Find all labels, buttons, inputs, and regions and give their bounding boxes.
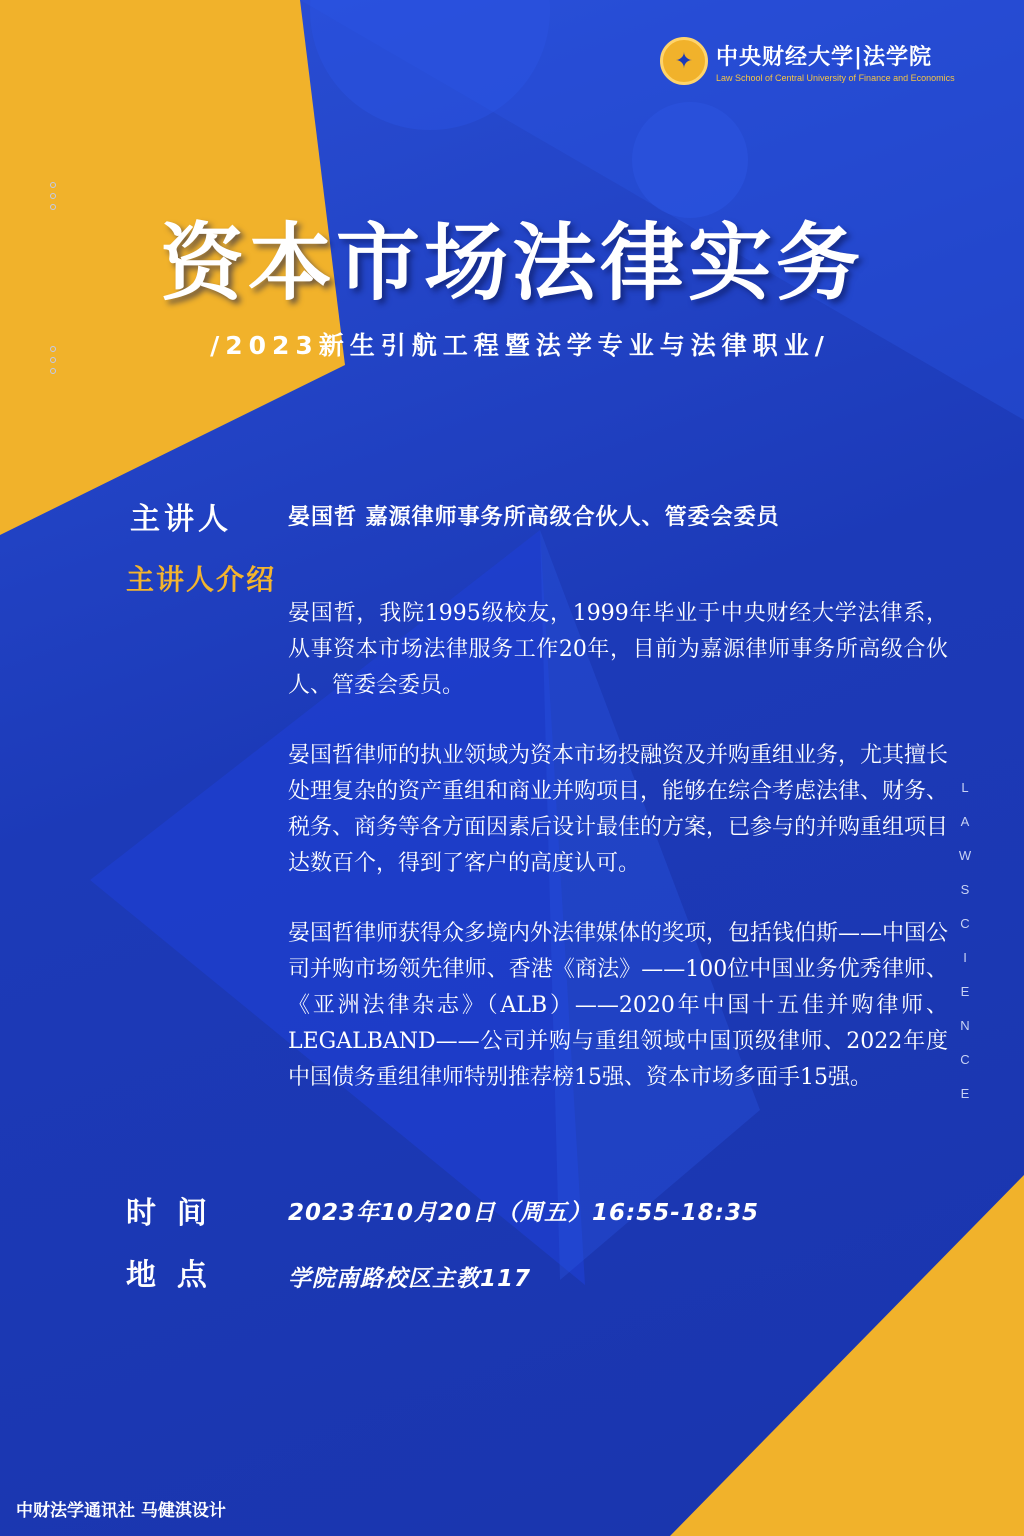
time-label: 时 间 xyxy=(126,1196,207,1231)
vertical-letter: A xyxy=(960,814,970,829)
vertical-letter: E xyxy=(960,1086,970,1101)
vertical-letter: L xyxy=(961,780,969,795)
logo-name-en: Law School of Central University of Finance and Economics xyxy=(716,72,955,83)
vertical-letter: C xyxy=(960,1052,970,1067)
speaker-value: 晏国哲 嘉源律师事务所高级合伙人、管委会委员 xyxy=(288,505,780,530)
vertical-letter: S xyxy=(960,882,970,897)
university-logo xyxy=(660,36,980,86)
logo-name-cn: 中央财经大学|法学院 xyxy=(716,43,933,70)
place-label: 地 点 xyxy=(126,1258,207,1293)
bio-paragraph: 晏国哲律师获得众多境内外法律媒体的奖项，包括钱伯斯——中国公司并购市场领先律师、香港《商法》——100位中国业务优秀律师、《亚洲法律杂志》（ALB）——2020年中国十五佳并购律师、LEGALBAND——公司并购与重组领域中国顶级律师、2022年度中国债务重组律师特别推荐榜15强、资本市场多面手15强。 xyxy=(288,921,949,1090)
vertical-letter: C xyxy=(960,916,970,931)
place-value: 学院南路校区主教117 xyxy=(288,1266,532,1292)
speaker-bio xyxy=(288,596,948,1130)
bio-paragraph: 晏国哲，我院1995级校友，1999年毕业于中央财经大学法律系，从事资本市场法律服务工作20年，目前为嘉源律师事务所高级合伙人、管委会委员。 xyxy=(288,601,948,698)
yellow-triangle-bottom-right xyxy=(670,1175,1024,1536)
speaker-label: 主讲人 xyxy=(130,502,232,537)
intro-label: 主讲人介绍 xyxy=(126,563,277,596)
vertical-letter: I xyxy=(963,950,967,965)
poster-subtitle: /2023新生引航工程暨法学专业与法律职业/ xyxy=(210,331,830,360)
poster-title: 资本市场法律实务 xyxy=(159,214,864,312)
vertical-letter: N xyxy=(960,1018,970,1033)
vertical-letter: E xyxy=(960,984,970,999)
vertical-letter: W xyxy=(958,848,972,863)
university-seal-icon: ✦ xyxy=(660,37,708,85)
time-value: 2023年10月20日（周五）16:55-18:35 xyxy=(288,1200,759,1226)
vertical-law-science-text xyxy=(958,780,972,1101)
designer-credit: 中财法学通讯社 马健淇设计 xyxy=(16,1501,226,1521)
bio-paragraph: 晏国哲律师的执业领域为资本市场投融资及并购重组业务，尤其擅长处理复杂的资产重组和商业并购项目，能够在综合考虑法律、财务、税务、商务等各方面因素后设计最佳的方案，已参与的并购重组项目达数百个，得到了客户的高度认可。 xyxy=(288,743,949,876)
